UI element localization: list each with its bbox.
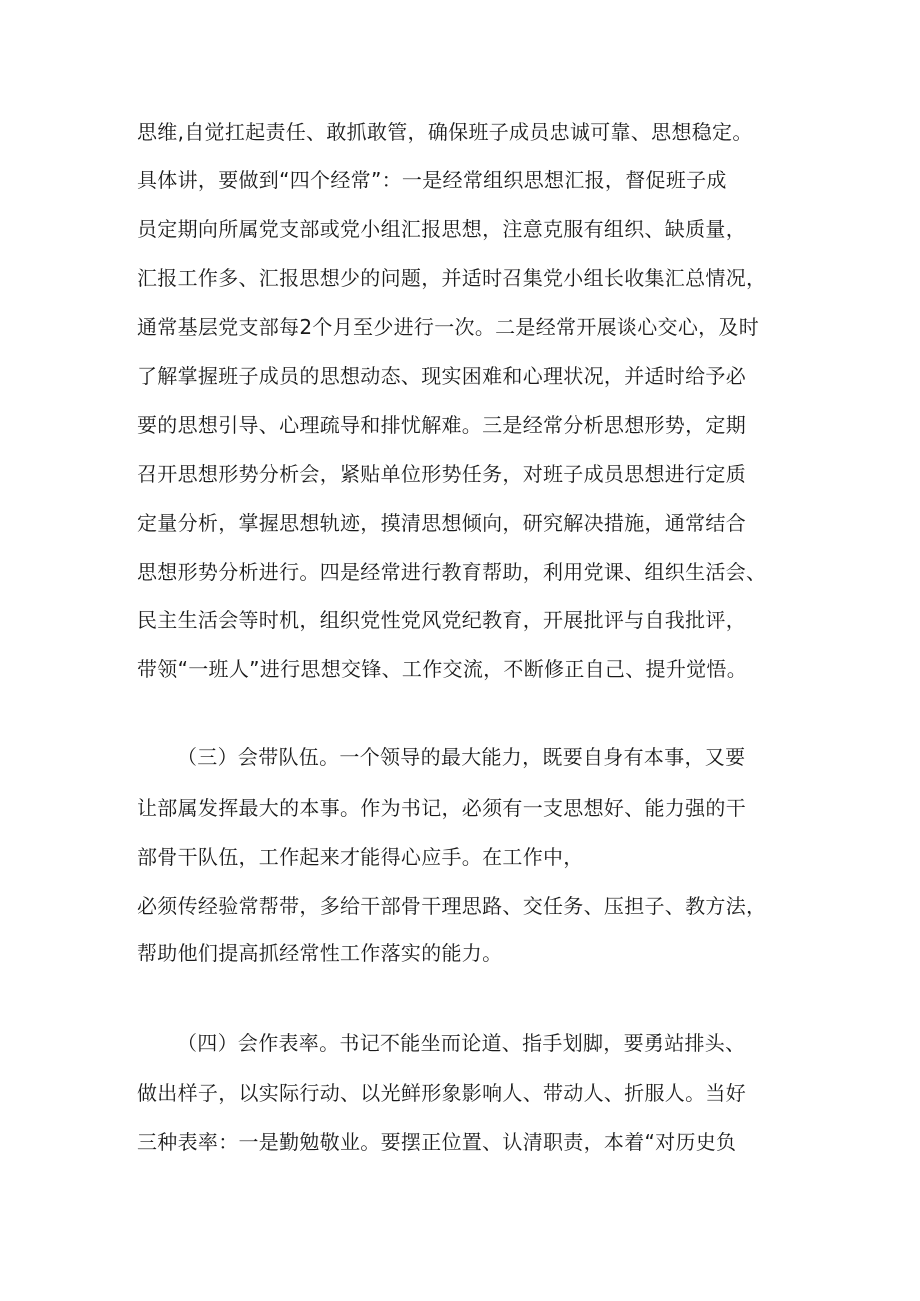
text-line: 三种表率：一是勤勉敬业。要摆正位置、认清职责，本着“对历史负 — [137, 1130, 737, 1154]
text-line: 了解掌握班子成员的思想动态、现实困难和心理状况，并适时给予必 — [137, 364, 746, 388]
text-line: 通常基层党支部每2个月至少进行一次。二是经常开展谈心交心，及时 — [137, 315, 760, 339]
text-line: 做出样子，以实际行动、以光鲜形象影响人、带动人、折服人。当好 — [137, 1081, 746, 1105]
text-line: 民主生活会等时机，组织党性党风党纪教育，开展批评与自我批评， — [137, 608, 746, 632]
text-line: （三）会带队伍。一个领导的最大能力，既要自身有本事，又要 — [177, 745, 746, 769]
text-line: 让部属发挥最大的本事。作为书记，必须有一支思想好、能力强的干 — [137, 796, 746, 820]
text-line: 汇报工作多、汇报思想少的问题，并适时召集党小组长收集汇总情况， — [137, 266, 767, 290]
text-line: 必须传经验常帮带，多给干部骨干理思路、交任务、压担子、教方法， — [137, 894, 767, 918]
text-line: 部骨干队伍，工作起来才能得心应手。在工作中， — [137, 845, 584, 869]
text-line: 思想形势分析进行。四是经常进行教育帮助，利用党课、组织生活会、 — [137, 560, 767, 584]
text-line: 带领“一班人”进行思想交锋、工作交流，不断修正自己、提升觉悟。 — [137, 657, 748, 681]
text-line: 召开思想形势分析会，紧贴单位形势任务，对班子成员思想进行定质 — [137, 462, 746, 486]
text-line: 思维,自觉扛起责任、敢抓敢管，确保班子成员忠诚可靠、思想稳定。 — [137, 120, 753, 144]
text-line: 帮助他们提高抓经常性工作落实的能力。 — [137, 941, 503, 965]
text-line: 具体讲，要做到“四个经常”：一是经常组织思想汇报，督促班子成 — [137, 168, 727, 192]
text-line: 定量分析，掌握思想轨迹，摸清思想倾向，研究解决措施，通常结合 — [137, 511, 746, 535]
text-line: 员定期向所属党支部或党小组汇报思想，注意克服有组织、缺质量， — [137, 217, 746, 241]
text-line: （四）会作表率。书记不能坐而论道、指手划脚，要勇站排头、 — [177, 1031, 746, 1055]
text-line: 要的思想引导、心理疏导和排忧解难。三是经常分析思想形势，定期 — [137, 413, 746, 437]
